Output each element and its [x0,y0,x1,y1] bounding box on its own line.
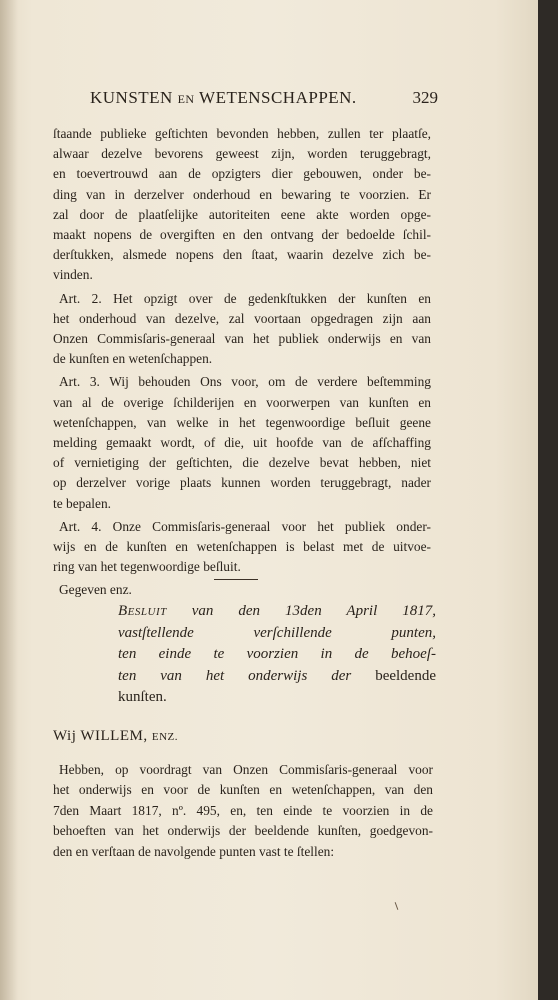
decree-besluit: Besluit [118,603,167,619]
text-line: maakt nopens de overgiften en den ontvang der bedoelde ſchil- [53,227,431,243]
wij-willem-heading [53,728,178,745]
text-line: het onderwijs en voor de kunſten en wetenſchappen, van den [53,782,433,798]
text-line: van al de overige ſchilderijen en voorwerpen van kunſten en [53,394,431,410]
running-head-part2: WETENSCHAPPEN. [194,88,357,107]
text-line: ſtaande publieke geſtichten bevonden hebben, zullen ter plaatſe, [53,126,431,141]
text-line: alwaar dezelve bevorens geweest zijn, worden teruggebragt, [53,146,431,162]
gegeven-line: Gegeven enz. [59,582,132,598]
decree-line-1 [118,601,436,623]
decree-line-5: kunſten. [118,689,167,706]
decree-line-2: vastſtellende verſchillende punten, [118,624,436,641]
paper-speck [395,902,399,910]
decree-line-4 [118,666,436,688]
wij-willem: Wij WILLEM, [53,728,152,744]
text-line: wijs en de kunſten en wetenſchappen is belast met de uitvoe- [53,539,431,555]
text-line: Hebben, op voordragt van Onzen Commisſaris-generaal voor [59,762,433,777]
text-line: op derzelver vorige plaats kunnen worden teruggebragt, nader [53,475,431,491]
text-line: 7den Maart 1817, nº. 495, en, ten einde te voorzien in de [53,802,433,818]
text-line: zal door de plaatſelijke autoriteiten eene akte worden opge- [53,206,431,222]
article-3 [53,372,431,513]
running-head-part1: KUNSTEN [90,88,178,107]
text-line: of vernietiging der geſtichten, die dezelve bevat hebben, niet [53,455,431,471]
running-head [90,88,357,108]
text-line: en toevertrouwd aan de opzigters dier gebouwen, onder be- [53,166,431,182]
body-text-upper [53,124,431,601]
decree-line-4-upright: beeldende [351,667,436,684]
text-line: Art. 4. Onze Commisſaris-generaal voor het publiek onder- [59,518,431,534]
text-line: behoeften van het onderwijs der beeldende kunſten, goedgevon- [53,823,433,839]
running-head-en: EN [177,92,195,106]
page-header [90,88,438,112]
text-line: ding van in derzelver onderhoud en bewaring te voorzien. Er [53,186,431,202]
text-line: de kunſten en wetenſchappen. [53,351,213,367]
page-number: 329 [412,88,438,107]
text-line: melding gemaakt wordt, of die, uit hoofde van de afſchaffing [53,435,431,451]
text-line: het onderhoud van dezelve, zal voortaan opgedragen zijn aan [53,310,431,326]
decree-heading [118,601,436,709]
article-4 [53,517,431,578]
gutter-shadow [0,0,18,1000]
body-text-lower [53,760,433,862]
text-line: wetenſchappen, van welke in het tegenwoordige beſluit geene [53,414,431,430]
text-line: den en verſtaan de navolgende punten vast te ſtellen: [53,843,335,859]
text-line: te bepalen. [53,495,111,511]
text-line: derſtukken, alsmede nopens den ſtaat, waarin dezelve zich be- [53,247,431,263]
article-2 [53,289,431,370]
wij-enz: ENZ. [151,731,178,743]
decree-date: van den 13den April 1817, [166,603,436,619]
text-line: Art. 2. Het opzigt over de gedenkſtukken der kunſten en [59,290,431,306]
text-line: Onzen Commisſaris-generaal van het publiek onderwijs en van [53,331,431,347]
paragraph-continuation [53,124,431,286]
text-line: ring van het tegenwoordige beſluit. [53,559,241,575]
text-line: vinden. [53,267,93,283]
section-divider [214,579,258,580]
text-line: Art. 3. Wij behouden Ons voor, om de verdere beſtemming [59,374,431,390]
decree-line-3: ten einde te voorzien in de behoeſ- [118,646,436,663]
decree-line-4-italic: ten van het onderwijs der [118,667,352,684]
